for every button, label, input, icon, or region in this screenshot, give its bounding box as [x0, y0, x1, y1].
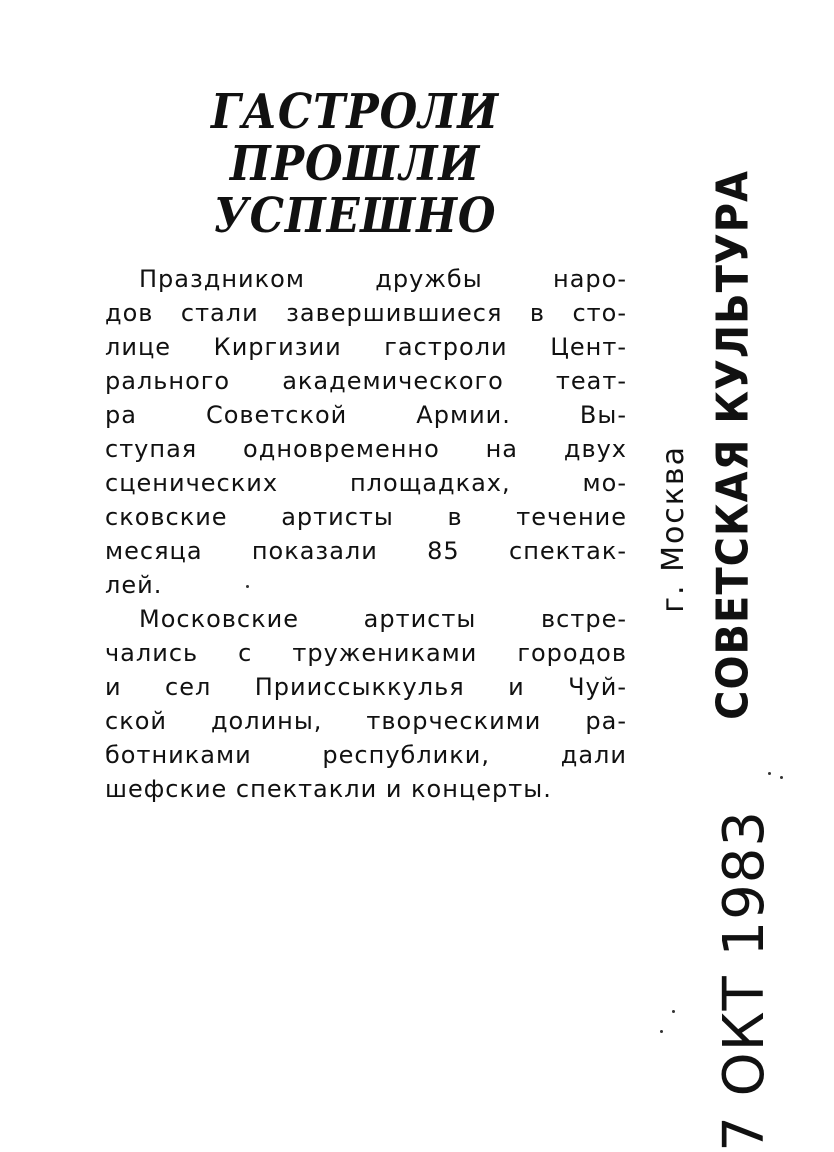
article-paragraph — [105, 262, 627, 602]
headline-line: ПРОШЛИ — [229, 136, 481, 192]
text-line: чались с тружениками городов — [105, 639, 627, 667]
text-line: рального академического теат- — [105, 367, 627, 395]
text-line: дов стали завершившиеся в сто- — [105, 299, 627, 327]
text-line: месяца показали 85 спектак- — [105, 537, 627, 565]
print-speck — [672, 1010, 675, 1013]
stamp-city: г. Москва — [656, 445, 691, 613]
headline-line: ГАСТРОЛИ — [211, 84, 499, 140]
archive-source-stamp — [650, 170, 777, 1152]
text-line: шефские спектакли и концерты. — [105, 775, 552, 803]
stamp-newspaper-name: СОВЕТСКАЯ КУЛЬТУРА — [707, 170, 759, 720]
stamp-date: 7 ОКТ 1983 — [712, 810, 777, 1152]
text-line: лице Киргизии гастроли Цент- — [105, 333, 627, 361]
text-line: ра Советской Армии. Вы- — [105, 401, 627, 429]
text-line: ской долины, творческими ра- — [105, 707, 627, 735]
text-line: лей. — [105, 571, 163, 599]
text-line: сковские артисты в течение — [105, 503, 627, 531]
print-speck — [660, 1030, 663, 1033]
headline-line: УСПЕШНО — [213, 188, 497, 244]
article-headline — [207, 86, 504, 242]
text-line: ступая одновременно на двух — [105, 435, 627, 463]
article-body — [105, 262, 627, 806]
text-line: и сел Прииссыккулья и Чуй- — [105, 673, 627, 701]
print-speck — [246, 585, 249, 588]
print-speck — [768, 772, 771, 775]
text-line: Праздником дружбы наро- — [139, 265, 627, 293]
text-line: Московские артисты встре- — [139, 605, 627, 633]
print-speck — [780, 776, 783, 779]
text-line: сценических площадках, мо- — [105, 469, 627, 497]
text-line: ботниками республики, дали — [105, 741, 627, 769]
article-paragraph — [105, 602, 627, 806]
